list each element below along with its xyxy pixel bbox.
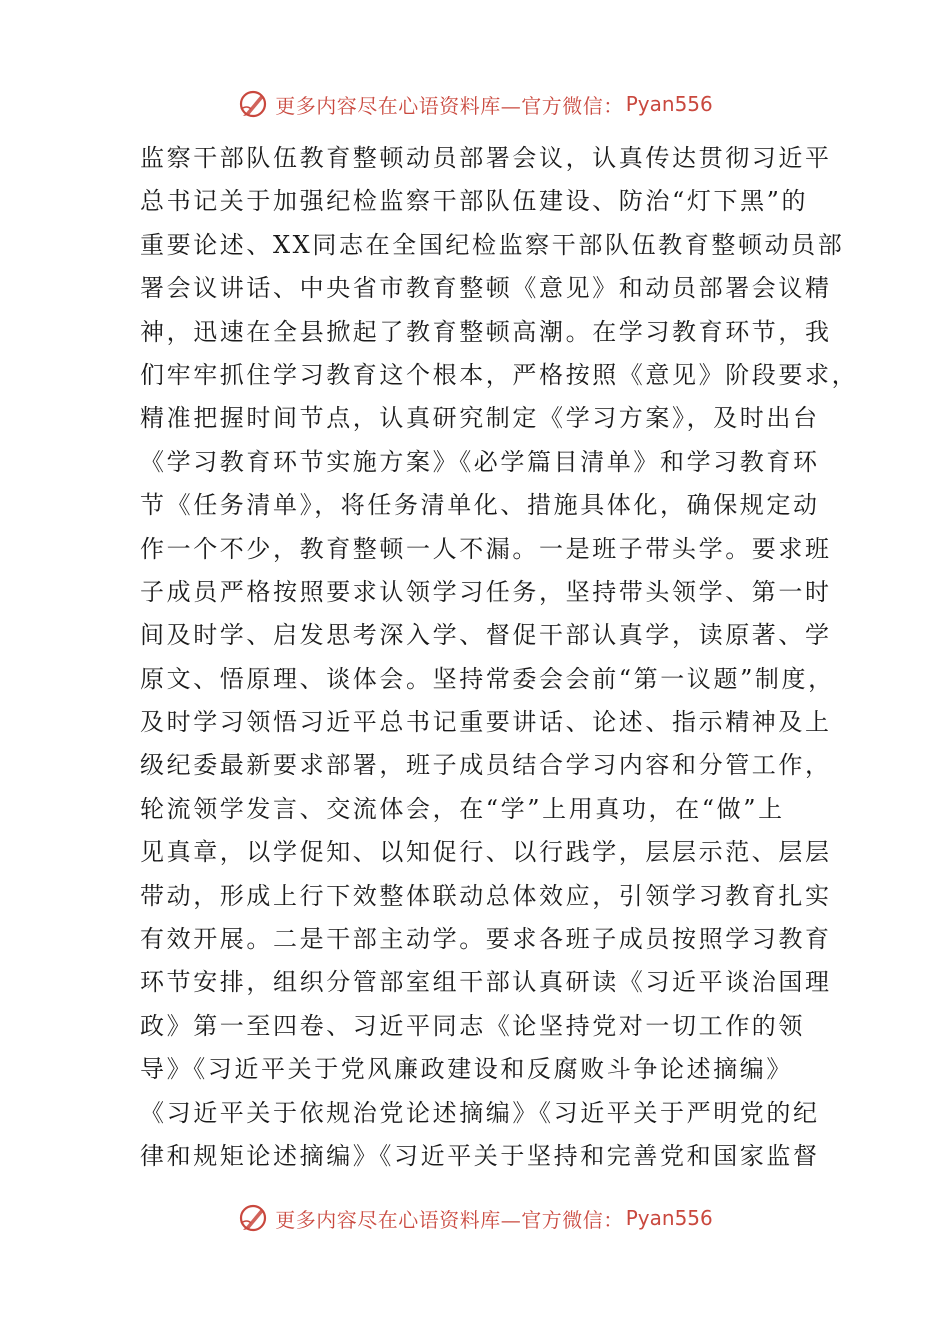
watermark-text: 更多内容尽在心语资料库—官方微信： [275,1207,624,1232]
document-body [140,137,859,1178]
text-line: 子成员严格按照要求认领学习任务，坚持带头领学、第一时 [140,577,832,606]
text-line: 级纪委最新要求部署，班子成员结合学习内容和分管工作， [140,751,832,780]
text-line: 神，迅速在全县掀起了教育整顿高潮。在学习教育环节，我 [140,317,832,346]
text-line: 《习近平关于依规治党论述摘编》《习近平关于严明党的纪 [140,1098,820,1127]
text-line: 有效开展。二是干部主动学。要求各班子成员按照学习教育 [140,925,832,954]
text-line: 精准把握时间节点，认真研究制定《学习方案》，及时出台 [140,404,820,433]
watermark-handle: Pyan556 [625,1206,713,1230]
text-line: 原文、悟原理、谈体会。坚持常委会会前“第一议题”制度， [140,664,835,693]
watermark-handle: Pyan556 [625,92,713,116]
text-line: 节《任务清单》，将任务清单化、措施具体化，确保规定动 [140,491,820,520]
text-line: 监察干部队伍教育整顿动员部署会议，认真传达贯彻习近平 [140,144,832,172]
text-line: 环节安排，组织分管部室组干部认真研读《习近平谈治国理 [140,968,832,997]
watermark-footer [0,1198,950,1238]
text-line: 间及时学、启发思考深入学、督促干部认真学，读原著、学 [140,621,832,650]
text-line: 律和规矩论述摘编》《习近平关于坚持和完善党和国家监督 [140,1141,820,1170]
text-line: 《学习教育环节实施方案》《必学篇目清单》和学习教育环 [140,447,820,476]
text-line: 们牢牢抓住学习教育这个根本，严格按照《意见》阶段要求， [140,360,859,389]
text-line: 总书记关于加强纪检监察干部队伍建设、防治“灯下黑”的 [140,187,809,216]
watermark-header [0,84,950,124]
text-line: 署会议讲话、中央省市教育整顿《意见》和动员部署会议精 [140,274,832,303]
pen-logo-icon [237,87,271,121]
text-line: 及时学习领悟习近平总书记重要讲话、论述、指示精神及上 [140,708,832,737]
text-line: 作一个不少，教育整顿一人不漏。一是班子带头学。要求班 [140,534,832,563]
text-line: 见真章，以学促知、以知促行、以行践学，层层示范、层层 [140,838,832,867]
text-line: 带动，形成上行下效整体联动总体效应，引领学习教育扎实 [140,881,832,910]
watermark-text: 更多内容尽在心语资料库—官方微信： [275,93,624,118]
text-line: 导》《习近平关于党风廉政建设和反腐败斗争论述摘编》 [140,1055,793,1084]
text-line: 重要论述、XX同志在全国纪检监察干部队伍教育整顿动员部 [140,230,845,259]
text-line: 轮流领学发言、交流体会，在“学”上用真功，在“做”上 [140,794,785,823]
text-line: 政》第一至四卷、习近平同志《论坚持党对一切工作的领 [140,1011,805,1040]
pen-logo-icon [237,1201,271,1235]
